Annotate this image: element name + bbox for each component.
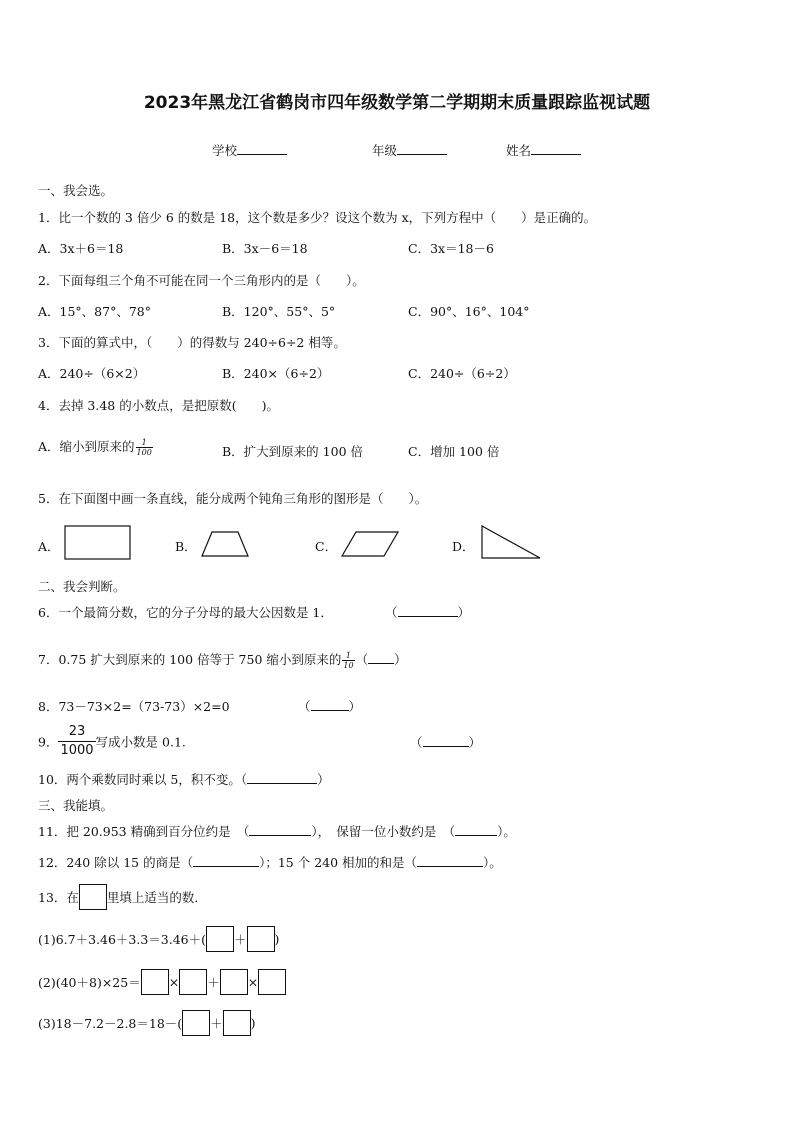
q11-text-2: ）， 保留一位小数约是 （ xyxy=(311,824,456,839)
q6-text: 6．一个最简分数，它的分子分母的最大公因数是 1． xyxy=(38,605,333,620)
grade-label: 年级 xyxy=(372,143,398,158)
q3-option-c[interactable]: C．240÷（6÷2） xyxy=(408,366,516,381)
q2-option-c[interactable]: C．90°、16°、104° xyxy=(408,304,530,319)
name-field xyxy=(506,141,581,159)
school-field xyxy=(212,141,287,159)
q10-text: 10．两个乘数同时乘以 5，积不变。（ xyxy=(38,772,248,787)
q11-text-1: 11．把 20.953 精确到百分位约是 （ xyxy=(38,824,250,839)
grade-field xyxy=(372,141,447,159)
q1-stem: 1．比一个数的 3 倍少 6 的数是 18，这个数是多少？设这个数为 x，下列方程中（ ）是正确的。 xyxy=(38,210,597,225)
q13-l2-op-1: × xyxy=(168,974,180,990)
q6-paren-right: ） xyxy=(457,605,471,620)
q5-stem: 5．在下面图中画一条直线，能分成两个钝角三角形的图形是（ ）。 xyxy=(38,491,428,506)
q9-blank[interactable] xyxy=(423,735,469,747)
q11 xyxy=(38,822,516,840)
q7-paren-left: （ xyxy=(355,652,369,667)
q4-option-a-text: A．缩小到原来的 xyxy=(38,439,135,454)
q13-l1-op: ＋ xyxy=(234,932,247,947)
q13-l1-box-2[interactable] xyxy=(247,926,275,952)
q1-option-a[interactable]: A．3x＋6＝18 xyxy=(38,241,124,256)
rectangle-figure xyxy=(64,525,132,561)
q13-l2-box-3[interactable] xyxy=(220,969,248,995)
q13-l2-text: (2)(40＋8)×25＝ xyxy=(38,975,141,990)
q7-text: 7．0.75 扩大到原来的 100 倍等于 750 缩小到原来的 xyxy=(38,652,342,667)
q8-blank[interactable] xyxy=(311,699,349,711)
q3-option-b[interactable]: B．240×（6÷2） xyxy=(222,366,330,381)
q13-l1-text: (1)6.7＋3.46＋3.3＝3.46＋( xyxy=(38,932,207,947)
grade-blank[interactable] xyxy=(397,143,447,155)
q12-blank-1[interactable] xyxy=(193,855,259,867)
section-2-heading: 二、我会判断。 xyxy=(38,579,126,594)
q13-stem xyxy=(38,884,207,910)
q8-answer[interactable] xyxy=(298,697,361,715)
q12-text-1: 12．240 除以 15 的商是（ xyxy=(38,855,194,870)
q13-l1-close: ) xyxy=(274,931,280,947)
name-label: 姓名 xyxy=(506,143,532,158)
section-1-heading: 一、我会选。 xyxy=(38,183,114,198)
q7-blank[interactable] xyxy=(368,652,394,664)
q13-line-3 xyxy=(38,1010,256,1036)
q13-l2-op-2: ＋ xyxy=(207,975,220,990)
q8-paren-right: ） xyxy=(348,699,362,714)
q12-text-3: ）。 xyxy=(483,855,502,870)
q11-text-3: ）。 xyxy=(497,824,516,839)
q3-stem: 3．下面的算式中，（ ）的得数与 240÷6÷2 相等。 xyxy=(38,335,346,350)
q13-line-2 xyxy=(38,969,286,995)
q4-frac-den: 100 xyxy=(136,448,152,457)
q13-text-post: 里填上适当的数． xyxy=(106,890,207,905)
q4-option-c[interactable]: C．增加 100 倍 xyxy=(408,444,500,459)
q12-blank-2[interactable] xyxy=(417,855,483,867)
q1-option-b[interactable]: B．3x－6＝18 xyxy=(222,241,308,256)
q5-option-a[interactable]: A． xyxy=(38,539,60,554)
q13-l2-op-3: × xyxy=(247,974,259,990)
q7-fraction xyxy=(342,651,354,670)
q9-frac-num: 23 xyxy=(58,723,95,742)
q9-number: 9． xyxy=(38,734,59,750)
q11-blank-2[interactable] xyxy=(455,824,497,836)
q6 xyxy=(38,603,333,621)
q13-l3-box-2[interactable] xyxy=(223,1010,251,1036)
q12 xyxy=(38,853,502,871)
q9-answer[interactable] xyxy=(410,733,481,751)
q13-example-box xyxy=(79,884,107,910)
q4-option-b[interactable]: B．扩大到原来的 100 倍 xyxy=(222,444,363,459)
q13-l2-box-2[interactable] xyxy=(179,969,207,995)
q5-option-c[interactable]: C． xyxy=(315,539,338,554)
q13-l3-box-1[interactable] xyxy=(182,1010,210,1036)
q13-l1-box-1[interactable] xyxy=(206,926,234,952)
q13-l3-text: (3)18－7.2－2.8＝18－( xyxy=(38,1016,183,1031)
q2-option-a[interactable]: A．15°、87°、78° xyxy=(38,304,151,319)
q4-stem: 4．去掉 3.48 的小数点，是把原数( )。 xyxy=(38,398,279,413)
q8-text: 8．73－73×2=（73-73）×2=0 xyxy=(38,699,230,714)
q9-paren-right: ） xyxy=(468,735,482,750)
q6-blank[interactable] xyxy=(398,605,458,617)
q6-answer[interactable] xyxy=(385,603,470,621)
trapezoid-figure xyxy=(200,530,250,558)
q9-fraction xyxy=(58,723,95,760)
q10-blank[interactable] xyxy=(247,772,317,784)
q2-option-b[interactable]: B．120°、55°、5° xyxy=(222,304,336,319)
q9-paren-left: （ xyxy=(410,735,423,750)
q13-l3-op: ＋ xyxy=(210,1016,223,1031)
right-triangle-figure xyxy=(480,524,542,560)
name-blank[interactable] xyxy=(531,143,581,155)
q12-text-2: ）；15 个 240 相加的和是（ xyxy=(259,855,418,870)
q8-paren-left: （ xyxy=(298,699,311,714)
q10 xyxy=(38,770,330,788)
q5-option-b[interactable]: B． xyxy=(175,539,197,554)
q5-option-d[interactable]: D． xyxy=(452,539,475,554)
q9 xyxy=(38,723,186,760)
section-3-heading: 三、我能填。 xyxy=(38,798,114,813)
q13-l3-close: ) xyxy=(250,1015,256,1031)
q9-frac-den: 1000 xyxy=(60,743,94,758)
q13-line-1 xyxy=(38,926,279,952)
q4-option-a[interactable] xyxy=(38,437,154,457)
q11-blank-1[interactable] xyxy=(249,824,311,836)
q13-l2-box-4[interactable] xyxy=(258,969,286,995)
q13-l2-box-1[interactable] xyxy=(141,969,169,995)
q4-fraction xyxy=(136,438,153,457)
q3-option-a[interactable]: A．240÷（6×2） xyxy=(38,366,146,381)
school-blank[interactable] xyxy=(237,143,287,155)
q13-text-pre: 13．在 xyxy=(38,890,79,905)
q2-stem: 2．下面每组三个角不可能在同一个三角形内的是（ ）。 xyxy=(38,273,365,288)
q7-frac-den: 10 xyxy=(343,661,354,670)
q9-text: 写成小数是 0.1. xyxy=(95,734,186,750)
q6-paren-left: （ xyxy=(385,605,398,620)
parallelogram-figure xyxy=(340,530,400,558)
page-title: 2023年黑龙江省鹤岗市四年级数学第二学期期末质量跟踪监视试题 xyxy=(143,93,651,113)
q10-paren-right: ） xyxy=(317,772,330,787)
q1-option-c[interactable]: C．3x＝18－6 xyxy=(408,241,494,256)
q7-paren-right: ） xyxy=(394,652,407,667)
q7 xyxy=(38,650,407,670)
school-label: 学校 xyxy=(212,143,238,158)
q7-frac-num: 1 xyxy=(342,651,354,661)
q4-frac-num: 1 xyxy=(136,438,153,448)
